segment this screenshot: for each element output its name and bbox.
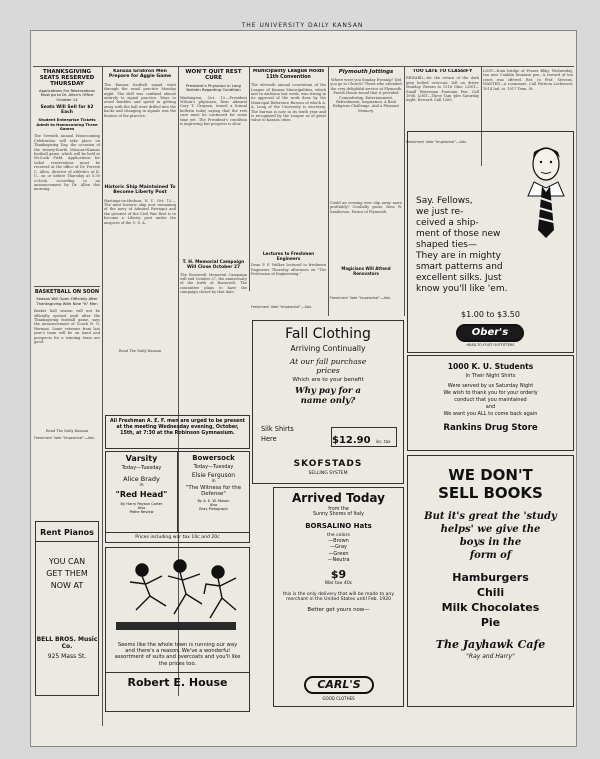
arrived-note: this is the only delivery that will be made to any merchant in the United States until Feb. 1920	[282, 591, 395, 603]
arrived-color-1: —Brown	[328, 538, 349, 544]
subhead-seats-sell: Seats Will Sell for $2 Each	[40, 105, 94, 116]
masthead: THE UNIVERSITY DAILY KANSAN	[241, 22, 364, 29]
arrived-color-4: —Neutra	[327, 557, 350, 564]
fall-sub: Arriving Continually	[290, 344, 366, 353]
jayhawk-menu-2: Chili	[476, 586, 505, 599]
headline-lectures: Lectures to Freshmen Engineers	[262, 251, 315, 262]
carls-tagline: GOOD CLOTHES	[322, 696, 355, 701]
vote-notice-5: Freshmen! Vote "Impeachal"—Adv.	[330, 296, 391, 301]
obers-line6: They are in mighty	[416, 251, 501, 261]
varsity-title: "Red Head"	[115, 490, 168, 499]
obers-line2: we just re-	[416, 207, 464, 217]
carls-brand: CARL'S	[317, 678, 361, 691]
jayhawk-owners: "Ray and Harry"	[466, 653, 515, 660]
ad-arrived-today	[273, 487, 404, 707]
headline-gridiron: Kansas Gridiron Men Prepare for Aggie Game	[108, 69, 172, 80]
article-thanksgiving-body: The Seventh Annual Homecoming Celebration will take place on Thanksgiving Day, the occasion of the twenty-fourth Missouri-Kansas football game, which will be held at McCook Field. Applications for ticket reservations must be received at the office of Dr. Forrest C. Allen, director of athletics at K. U., on or before Thursday at 5:30 o'clock, according to an announcement by Dr. Allen this morning.	[34, 134, 100, 192]
subhead-applications: Applications For Reservations Must go to Dr. Allen's Office October 14	[38, 88, 96, 102]
running-men-illustration	[106, 548, 249, 640]
arrived-product: BORSALINO Hats	[305, 522, 372, 530]
fall-line3: Which are to your benefit	[292, 377, 364, 383]
varsity-name: Varsity	[125, 454, 158, 463]
ad-rent-pianos	[35, 521, 99, 696]
vote-notice: Freshmen! Vote "Impeachal"—Adv.	[34, 435, 95, 440]
obers-line4: ment of those new	[416, 229, 501, 239]
ad-obers	[407, 131, 574, 353]
jayhawk-italic-3: boys in the	[459, 537, 522, 548]
varsity-credit2: Also	[137, 506, 146, 510]
ad-bowersock	[178, 452, 249, 532]
rankins-sub: In Their Night Shirts	[465, 373, 516, 379]
carls-logo	[304, 676, 374, 694]
arrived-better: Better get yours now—	[307, 606, 370, 613]
rankins-line4: and	[485, 404, 496, 410]
varsity-credit3: Pathe Review	[129, 510, 154, 514]
rankins-line5: We want you ALL to come back again	[443, 411, 538, 417]
ad-varsity	[106, 452, 178, 532]
rent-pianos-seller: BELL BROS. Music Co.	[36, 636, 98, 650]
jayhawk-italic-2: helps' we give the	[440, 524, 541, 535]
article-lectures-body: Dean P. F. Walker lectured to freshmen Engineers Thursday afternoon on "The Profession of Engineering."	[251, 263, 326, 276]
article-gridiron-body: The Kansas football squad went through the usual practice Monday night. The drill was confined almost entirely to signal practice. Ways to avoid fumbles and speed in getting away with the ball were drilled into the backs and changing in signals was the feature of the practice.	[104, 82, 176, 118]
article-ship-body: Hastings-on-Hudson, N. Y., Oct. 13.—The most historic ship now remaining of the navy of Admiral Farragut and the greatest of the Civil War fleet is to become a Liberty post under the auspices of the U. S. A.	[104, 198, 176, 225]
jayhawk-headline-2: SELL BOOKS	[438, 484, 543, 502]
skofstads-system: SELLING SYSTEM	[308, 471, 348, 476]
jayhawk-italic-1: But it's great the 'study	[424, 511, 557, 522]
prices-text: Prices including war tax 10c and 20c	[135, 535, 220, 540]
bowersock-credit2: Also	[209, 503, 218, 507]
obers-tagline: HEAD-TO-FOOT OUTFITTERS	[466, 343, 515, 347]
plymouth-body: Where were you Sunday Evening? Did you go to Church? Those who attended the very delightful service at Plymouth Parish House found that it provided Comradeship, Entertainment, Refreshment, Inspiration. A Real Religious Challenge. And a Pleasant Memory.	[330, 78, 402, 113]
ad-fall-clothing	[252, 320, 404, 484]
jayhawk-italic-4: form of	[469, 550, 512, 561]
subhead-president: President's Physician in Long Bulletin Regarding Condition	[186, 82, 241, 93]
column-2	[104, 69, 176, 399]
obers-brand: Ober's	[471, 327, 509, 338]
rankins-line3: conduct that you maintained	[454, 397, 527, 403]
ad-rankins	[407, 355, 574, 451]
rankins-title: 1000 K. U. Students	[447, 362, 534, 371]
obers-price: $1.00 to $3.50	[461, 310, 520, 319]
fall-line2: prices	[316, 366, 340, 375]
rent-pianos-line2: GET THEM	[46, 569, 88, 578]
arrived-tax: War tax 40c	[324, 580, 353, 586]
house-ad-text: Seems like the whole town is running our way and there's a reason. We've a wonderful assortment of suits and overcoats and you'll like the prices too.	[114, 642, 241, 667]
newspaper-page	[30, 30, 577, 747]
rent-pianos-line1: YOU CAN	[48, 557, 86, 566]
article-municipality-body: The eleventh annual convention of the League of Kansas Municipalities, which met in Atchison last week, was strong in its approval of the work done by the Municipal Reference Bureau of which A. A. Long of the University is secretary. The bureau is now in its tenth year and is recognized by the League as of great value to Kansas cities.	[251, 83, 326, 123]
varsity-in: in	[139, 483, 144, 488]
headline-historic-ship: Historic Ship Maintained To Become Liberty Post	[104, 184, 176, 196]
read-kansan: Read The Daily Kansan	[45, 429, 89, 434]
headline-rest-cure: WON'T QUIT REST CURE	[185, 69, 242, 82]
varsity-days: Today—Tuesday	[121, 465, 162, 471]
obers-line7: smart patterns and	[416, 262, 503, 272]
arrived-color-3: —Green	[328, 550, 349, 557]
rankins-line2: We wish to thank you for your orderly	[443, 390, 538, 396]
subhead-basketball: Season Will Open Officially After Thanksgiving With Nine "K" Men	[36, 296, 98, 306]
varsity-credit1: By Harry Payson Carter	[120, 502, 163, 506]
rent-pianos-address: 925 Mass St.	[47, 653, 87, 660]
obers-line3: ceived a ship-	[416, 218, 479, 228]
article-basketball-body: Basket ball season will not be officially opened until after the Thanksgiving football game, says the announcement of Coach R. G. Herman. Some veterans from last year's team will be on hand and prospects for a winning team are good.	[34, 309, 100, 345]
obers-copy	[416, 196, 526, 295]
arrived-sub2: Sunny Shores of Italy	[313, 512, 364, 517]
fall-title: Fall Clothing	[285, 326, 371, 342]
arrived-title: Arrived Today	[292, 491, 385, 505]
rankins-name: Rankins Drug Store	[443, 423, 538, 433]
skofstads-brand: SKOFSTADS	[293, 459, 363, 469]
jayhawk-menu-4: Pie	[480, 616, 501, 629]
fall-price: $12.90	[332, 435, 371, 446]
arrived-price: $9	[330, 567, 347, 581]
rankins-line1: Were served by us Saturday Night	[447, 383, 534, 389]
varsity-star: Alice Brady	[123, 475, 160, 483]
headline-basketball: BASKETBALL ON SOON	[34, 286, 100, 295]
column-3	[180, 69, 247, 399]
headline-magicians: Magicians Will Attend Renovators	[341, 266, 391, 276]
classified-body: REWARD—for the return of the dark grey belted overcoat, left on driver Monday. Return to 1316 Ohio. LOST—Small Waterman Fountain Pen. Call 1906. LOST—Three Tam 'ples Saturday night. Reward. Call 1365.	[406, 76, 479, 103]
ad-jayhawk-cafe	[407, 455, 574, 707]
vote-notice-6: Freshmen! Vote "Impeachal"—Adv.	[406, 140, 467, 145]
jayhawk-headline-1: WE DON'T	[448, 466, 533, 484]
bowersock-title: "The Witness for the Defense"	[185, 485, 242, 497]
freshman-notice-text: All Freshman A. E. F. men are urged to be present at the meeting Wednesday evening, October, 15th, at 7:30 at the Robinson Gymnasium.	[110, 419, 245, 436]
fall-here: Here	[261, 435, 277, 443]
ad-robert-house	[105, 547, 250, 712]
obers-line9: know you'll like 'em.	[416, 284, 508, 294]
column-7	[483, 69, 573, 139]
bowersock-star: Elsie Ferguson	[191, 472, 236, 479]
bowersock-credit3: Bray Pictograph	[199, 507, 228, 511]
fall-tax: inc. tax	[375, 439, 391, 444]
column-5	[330, 69, 402, 319]
theater-ads	[105, 451, 250, 543]
obers-line1: Say. Fellows,	[416, 196, 473, 206]
freshman-notice	[105, 415, 250, 449]
read-kansan-2: Read The Daily Kansan	[118, 348, 162, 353]
obers-line8: excellent silks. Just	[416, 273, 502, 283]
house-ad-name: Robert E. House	[106, 672, 249, 689]
rent-pianos-line3: NOW AT	[50, 581, 84, 590]
arrived-colors-label: the colors	[327, 533, 350, 538]
fall-item: Silk Shirts	[261, 425, 294, 433]
jayhawk-menu-1: Hamburgers	[452, 571, 529, 584]
headline-too-late: TOO LATE TO CLASSIFY	[412, 69, 473, 74]
man-with-tie-illustration	[520, 140, 570, 240]
jayhawk-name: Jayhawk Cafe	[462, 638, 546, 651]
classified-body-2: LOST—from bridge of Fraser Bldg, Wednesday, tan new Conklin fountain pen. A reward of ten cents was offered. Ret. to Prof. Stevens. WANTED—A roommate. Call Patricia Lockwood, 1014 Ind. st. 1017 Tenn. St.	[483, 69, 573, 91]
jayhawk-the: The	[435, 638, 459, 651]
bowersock-in: in	[211, 479, 216, 484]
jayhawk-menu-3: Milk Chocolates	[441, 601, 540, 614]
obers-logo	[456, 324, 524, 342]
rent-pianos-title: Rent Pianos	[36, 528, 98, 542]
column-1	[34, 69, 100, 509]
headline-plymouth: Plymouth Jottings	[338, 69, 394, 75]
fall-line1: At our fall purchase	[289, 357, 367, 366]
fall-line5: name only?	[300, 396, 356, 406]
article-rest-cure-body: Washington, Oct. 13.—President Wilson's physician, Rear Admiral Cary T. Grayson, issued a formal bulletin today saying that the rest cure must be continued for some time yet. The President's condition is improving but progress is slow.	[180, 95, 247, 127]
arrived-sub1: from the	[328, 507, 349, 512]
bowersock-days: Today—Tuesday	[193, 464, 234, 470]
bowersock-name: Bowersock	[192, 454, 235, 462]
obers-line5: shaped ties—	[416, 240, 477, 250]
fall-line4: Why pay for a	[295, 386, 361, 396]
plymouth-signoff: Could an evening ever slip away more profitably? Cordially yours, Ross W. Sanderson, Pastor of Plymouth.	[330, 201, 402, 214]
headline-municipality: Municipality League Holds 11th Convention	[252, 69, 325, 80]
headline-thanksgiving-seats: THANKSGIVING SEATS RESERVED THURSDAY	[39, 69, 95, 87]
subhead-student-enterprise: Student Enterprise Tickets Admit to Homecoming Three Games	[36, 117, 98, 132]
headline-memorial: T. H. Memorial Campaign Will Close October 27	[182, 259, 245, 270]
column-4	[251, 69, 326, 319]
vote-notice-4: Freshmen! Vote "Impeachal"—Adv.	[251, 305, 312, 310]
prices-bar	[106, 532, 249, 543]
arrived-color-2: —Gray	[330, 544, 347, 551]
article-memorial-body: The Roosevelt Memorial Campaign will end October 27, the anniversary of the birth of Roosevelt. The committee plans to have the campaign closed by that date.	[180, 272, 247, 295]
fall-price-row	[261, 425, 397, 451]
bowersock-credit1: By A. E. W. Mason	[197, 499, 230, 503]
